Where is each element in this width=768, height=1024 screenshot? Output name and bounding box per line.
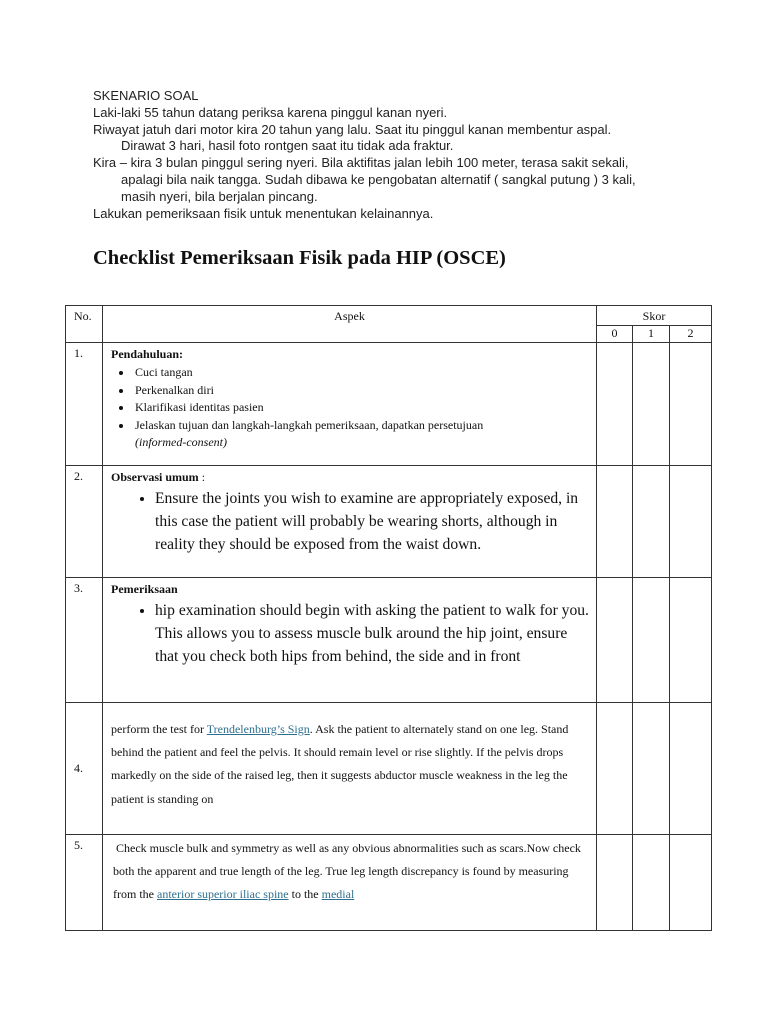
score-cell[interactable] — [670, 835, 712, 931]
row-label-suffix: : — [198, 470, 206, 484]
row-text: perform the test for — [111, 722, 207, 736]
scenario-heading: SKENARIO SOAL — [93, 88, 199, 103]
score-cell[interactable] — [633, 835, 670, 931]
score-cell[interactable] — [597, 466, 633, 578]
score-cell[interactable] — [670, 343, 712, 466]
scenario-line: Dirawat 3 hari, hasil foto rontgen saat itu tidak ada fraktur. — [121, 138, 454, 154]
bullet-list — [111, 487, 590, 557]
score-cell[interactable] — [633, 343, 670, 466]
table-row — [66, 466, 712, 578]
scenario-line: Lakukan pemeriksaan fisik untuk menentukan kelainannya. — [93, 205, 434, 221]
scenario-line: Kira – kira 3 bulan pinggul sering nyeri. Bila aktifitas jalan lebih 100 meter, terasa sakit sekali, — [93, 155, 629, 171]
row-number: 2. — [66, 466, 103, 578]
score-cell[interactable] — [633, 703, 670, 835]
score-cell[interactable] — [670, 578, 712, 703]
trendelenburg-link[interactable]: Trendelenburg’s Sign — [206, 722, 310, 736]
row-aspect — [103, 343, 597, 466]
row-text: to the — [288, 887, 322, 902]
row-text: Check muscle bulk and symmetry as well as any obvious abnormalities such as scars.Now check both the apparent and true length of the leg. True leg length discrepancy is found by measuring from the — [113, 841, 581, 902]
score-cell[interactable] — [670, 466, 712, 578]
scenario-line: masih nyeri, bila berjalan pincang. — [121, 188, 318, 204]
list-item: • hip examination should begin with asking the patient to walk for you. This allows you to assess muscle bulk around the hip joint, ensure that you check both hips from behind, the side and in front — [155, 599, 590, 669]
checklist-table — [65, 305, 712, 931]
row-aspect — [103, 578, 597, 703]
page-title: Checklist Pemeriksaan Fisik pada HIP (OSCE) — [93, 247, 506, 269]
list-item — [133, 417, 590, 452]
score-cell[interactable] — [597, 578, 633, 703]
table-row — [66, 703, 712, 835]
score-col-2: 2 — [670, 326, 712, 343]
header-score: Skor — [597, 306, 712, 326]
scenario-line: Laki-laki 55 tahun datang periksa karena pinggul kanan nyeri. — [93, 104, 448, 120]
score-cell[interactable] — [633, 578, 670, 703]
table-row — [66, 835, 712, 931]
score-cell[interactable] — [597, 703, 633, 835]
scenario-line: Riwayat jatuh dari motor kira 20 tahun yang lalu. Saat itu pinggul kanan membentur aspal. — [93, 121, 612, 137]
row-number: 5. — [66, 835, 103, 931]
score-cell[interactable] — [633, 466, 670, 578]
score-cell[interactable] — [597, 343, 633, 466]
row-label: Pemeriksaan — [111, 582, 178, 596]
row-label-wrap — [111, 470, 590, 485]
list-item-text: Jelaskan tujuan dan langkah-langkah pemeriksaan, dapatkan persetujuan — [135, 417, 484, 432]
table-row — [66, 343, 712, 466]
asis-link[interactable]: anterior superior iliac spine — [157, 887, 289, 902]
header-aspect: Aspek — [103, 306, 597, 343]
score-cell[interactable] — [597, 835, 633, 931]
header-no: No. — [66, 306, 103, 343]
row-aspect — [103, 703, 597, 835]
row-aspect — [103, 466, 597, 578]
list-item: • Perkenalkan diri — [133, 382, 590, 400]
medial-link[interactable]: medial — [321, 887, 355, 902]
table-header-row — [66, 306, 712, 326]
scenario-line: apalagi bila naik tangga. Sudah dibawa ke pengobatan alternatif ( sangkal putung ) 3 kali, — [121, 171, 636, 187]
bullet-list — [111, 599, 590, 669]
table-row — [66, 578, 712, 703]
score-cell[interactable] — [670, 703, 712, 835]
row-label: Pendahuluan: — [111, 347, 184, 361]
list-item-italic: (informed-consent) — [135, 435, 227, 449]
row-number: 3. — [66, 578, 103, 703]
score-col-0: 0 — [597, 326, 633, 343]
list-item: • Klarifikasi identitas pasien — [133, 399, 590, 417]
scenario-block — [93, 88, 733, 222]
row-text: . Ask the patient to alternately stand on one leg. Stand behind the patient and feel the pelvis. It should remain level or rise slightly. If the pelvis drops markedly on the side of the raised leg, then it suggests abductor muscle weakness in the leg the patient is standing on — [111, 722, 569, 806]
row-aspect — [103, 835, 597, 931]
list-item: • Cuci tangan — [133, 364, 590, 382]
row-text-clip — [113, 837, 590, 929]
row-number: 4. — [66, 703, 103, 835]
score-col-1: 1 — [633, 326, 670, 343]
bullet-list — [111, 364, 590, 452]
row-number: 1. — [66, 343, 103, 466]
row-label: Observasi umum — [111, 470, 199, 484]
list-item: • Ensure the joints you wish to examine are appropriately exposed, in this case the patient will probably be wearing shorts, although in reality they should be exposed from the waist down. — [155, 487, 590, 557]
